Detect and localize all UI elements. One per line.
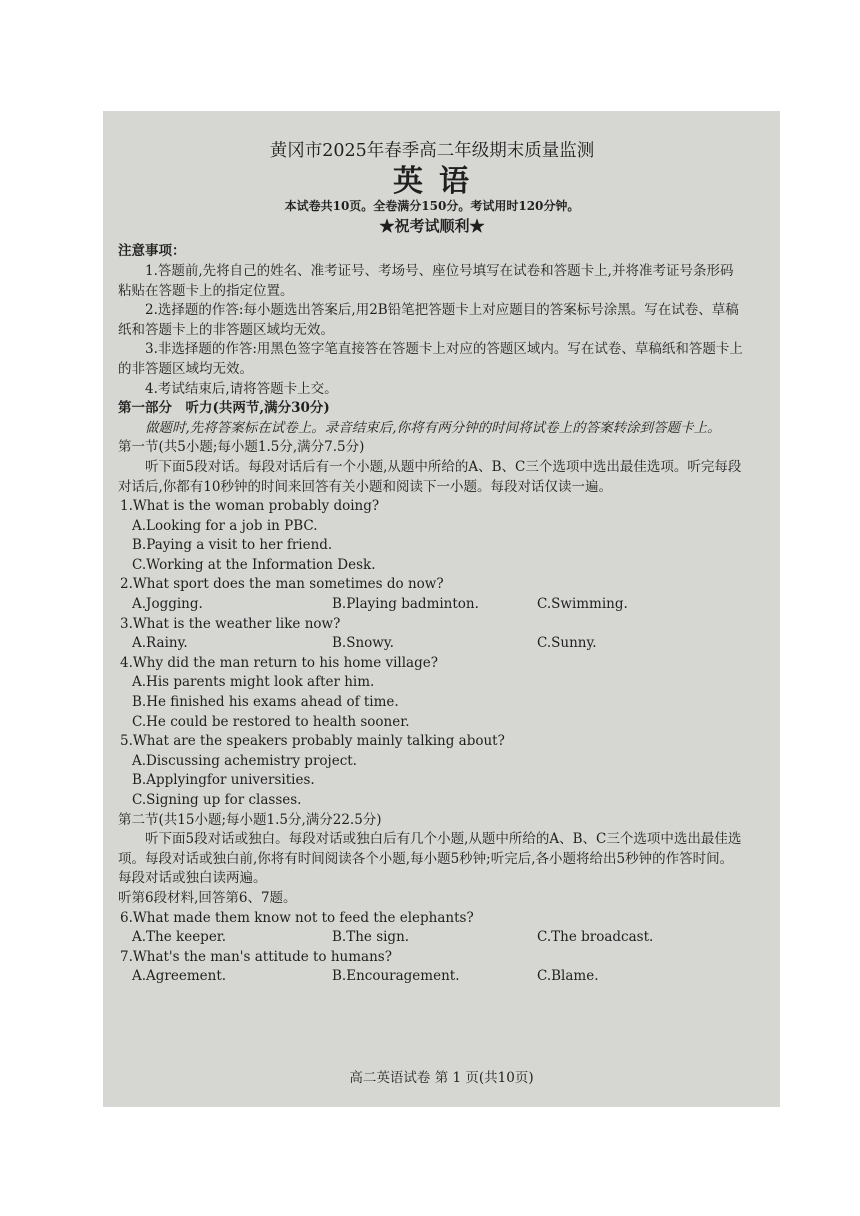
part1-instruction: 做题时,先将答案标在试卷上。录音结束后,你将有两分钟的时间将试卷上的答案转涂到答题卡上。 <box>145 419 721 436</box>
notes-heading: 注意事项： <box>118 243 186 260</box>
good-luck-banner: ★祝考试顺利★ <box>379 216 485 235</box>
exam-title: 黄冈市2025年春季高二年级期末质量监测 <box>269 141 595 161</box>
question-2 <box>118 575 746 614</box>
option-c: C.Working at the Information Desk. <box>132 556 376 573</box>
question-stem: 1.What is the woman probably doing? <box>120 498 380 515</box>
option-b: B.The sign. <box>332 929 410 946</box>
note-item: 2.选择题的作答:每小题选出答案后,用2B铅笔把答题卡上对应题目的答案标号涂黑。写在试卷、草稿纸和答题卡上的非答题区域均无效。 <box>118 302 739 338</box>
page-footer: 高二英语试卷 第 1 页(共10页) <box>349 1070 534 1086</box>
option-a: A.The keeper. <box>132 929 227 946</box>
option-c: C.The broadcast. <box>537 929 654 946</box>
option-c: C.Signing up for classes. <box>132 792 302 808</box>
note-item: 1.答题前,先将自己的姓名、准考证号、考场号、座位号填写在试卷和答题卡上,并将准考证号条形码粘贴在答题卡上的指定位置。 <box>118 262 734 299</box>
question-1 <box>118 497 746 575</box>
question-stem: 6.What made them know not to feed the elephants? <box>120 909 474 926</box>
section2-instruction: 听下面5段对话或独白。每段对话或独白后有几个小题,从题中所给的A、B、C三个选项中选出最佳选项。每段对话或独白前,你将有时间阅读各个小题,每小题5秒钟;听完后,各小题将给出5秒钟的作答时间。每段对话或独白读两遍。 <box>118 831 742 887</box>
section1-heading: 第一节(共5小题;每小题1.5分,满分7.5分) <box>118 439 365 456</box>
note-item: 3.非选择题的作答:用黑色签字笔直接答在答题卡上对应的答题区域内。写在试卷、草稿纸和答题卡上的非答题区域均无效。 <box>118 341 743 377</box>
option-b: B.He finished his exams ahead of time. <box>132 694 399 711</box>
question-stem: 5.What are the speakers probably mainly talking about? <box>120 733 505 750</box>
option-a: A.Looking for a job in PBC. <box>132 517 318 534</box>
option-c: C.Blame. <box>537 968 599 985</box>
option-a: A.Agreement. <box>132 968 227 985</box>
exam-content <box>118 140 746 987</box>
material-note: 听第6段材料,回答第6、7题。 <box>118 889 297 906</box>
option-c: C.Sunny. <box>537 635 597 652</box>
question-stem: 2.What sport does the man sometimes do now? <box>120 576 444 593</box>
question-7 <box>118 948 746 987</box>
option-b: B.Paying a visit to her friend. <box>132 537 333 554</box>
option-b: B.Encouragement. <box>332 968 460 985</box>
option-a: A.Discussing achemistry project. <box>132 752 357 769</box>
option-a: A.Jogging. <box>132 596 203 613</box>
option-c: C.Swimming. <box>537 596 628 613</box>
option-a: A.His parents might look after him. <box>132 674 375 691</box>
options-row <box>118 928 746 948</box>
subject-title: 英语 <box>393 163 485 199</box>
question-3 <box>118 615 746 654</box>
options-row <box>118 967 746 987</box>
question-4 <box>118 654 746 732</box>
options-row <box>118 634 746 654</box>
question-stem: 7.What's the man's attitude to humans? <box>120 948 392 965</box>
option-b: B.Applyingfor universities. <box>132 772 315 789</box>
option-a: A.Rainy. <box>132 635 188 652</box>
option-b: B.Snowy. <box>332 635 394 652</box>
option-b: B.Playing badminton. <box>332 596 479 613</box>
question-stem: 3.What is the weather like now? <box>120 615 341 632</box>
question-5 <box>118 732 746 810</box>
option-c: C.He could be restored to health sooner. <box>132 713 410 730</box>
question-stem: 4.Why did the man return to his home village? <box>120 654 438 671</box>
exam-info: 本试卷共10页。全卷满分150分。考试用时120分钟。 <box>284 199 580 214</box>
question-6 <box>118 909 746 948</box>
section1-instruction: 听下面5段对话。每段对话后有一个小题,从题中所给的A、B、C三个选项中选出最佳选项。听完每段对话后,你都有10秒钟的时间来回答有关小题和阅读下一小题。每段对话仅读一遍。 <box>118 458 742 495</box>
options-row <box>118 595 746 615</box>
part1-heading: 第一部分 听力(共两节,满分30分) <box>118 400 330 417</box>
section2-heading: 第二节(共15小题;每小题1.5分,满分22.5分) <box>118 811 382 828</box>
note-item: 4.考试结束后,请将答题卡上交。 <box>145 380 338 397</box>
